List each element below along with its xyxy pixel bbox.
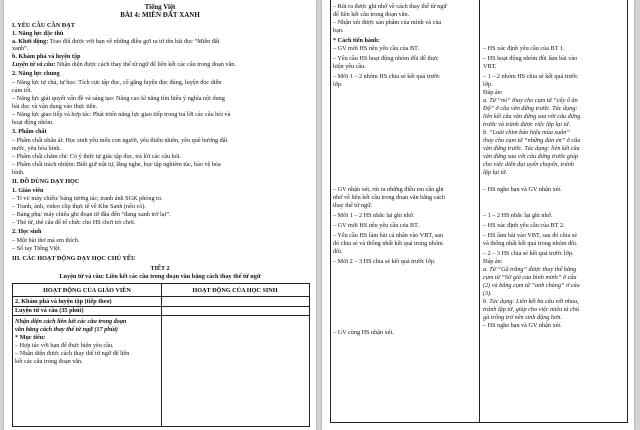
teacher-material-line: – Bảng phụ/ máy chiếu ghi đoạn từ đầu đến “đang xanh trở lại”.	[12, 211, 171, 218]
teacher-activity-line: để liên kết câu trong đoạn văn.	[333, 11, 410, 18]
competence-line: – Năng lực tự chủ, tự học: Tích cực tập đọc, cố gắng luyện đọc đúng, luyện đọc diễn	[12, 79, 222, 86]
teacher-activity-line: – GV mời HS nêu yêu cầu của BT.	[333, 45, 420, 52]
table-row-divider	[13, 315, 309, 316]
section1-b-heading: b. Khám phá và luyện tập	[12, 53, 81, 60]
student-activity-line: và thống nhất kết quả trong nhóm đôi.	[483, 240, 578, 247]
document-page-right	[322, 0, 634, 430]
teacher-activity-line: – Mời 1 – 2 HS nhắc lại ghi nhớ.	[333, 212, 415, 219]
teacher-activity-line: hiện yêu cầu.	[333, 63, 366, 70]
section2-1-heading: 1. Giáo viên	[12, 187, 44, 194]
activity-table-continued	[330, 0, 628, 423]
teacher-activity-line: bạn.	[333, 27, 344, 34]
table-row-vocab: Luyện từ và câu (35 phút)	[15, 307, 84, 314]
answer-line: b. Tác dụng: Liên kết ba câu với nhau,	[483, 298, 579, 305]
teacher-material-line: – Thẻ từ, thẻ câu để tổ chức cho HS chơi trò chơi.	[12, 219, 136, 226]
competence-line: – Năng lực giải quyết vấn đề và sáng tạo: Nâng cao kĩ năng tìm hiểu ý nghĩa nội dung	[12, 95, 225, 102]
competence-line: – Năng lực giao tiếp và hợp tác: Phát triển năng lực giao tiếp trong trả lời các câu hỏi và	[12, 111, 231, 118]
quality-line: – Phẩm chất chăm chỉ: Có ý thức tự giác tập đọc, trả lời các câu hỏi.	[12, 153, 182, 160]
teacher-activity-line: – GV nhận xét, rút ra những điều em cần ghi	[333, 186, 444, 193]
table-cell-line: – Nhận diện được cách thay thế từ ngữ để liên	[15, 350, 130, 357]
answer-line: tránh lặp từ, giúp cho việc miêu tả chú	[483, 306, 579, 313]
student-material-line: – Một bài thơ mà em thích.	[12, 237, 80, 244]
table-cell-line: * Mục tiêu:	[15, 334, 46, 341]
teacher-activity-line: – Yêu cầu HS hoạt động nhóm đôi để thực	[333, 55, 439, 62]
answer-line: b. “Loài chim báo hiệu mùa xuân”	[483, 129, 570, 136]
section1-a-text2: xanh”.	[12, 45, 29, 52]
teacher-activity-line: – Rút ra được ghi nhớ về cách thay thế từ ngữ	[333, 3, 447, 10]
teacher-activity-line: – Mời 2 – 3 HS chia sẻ kết quả trước lớp.	[333, 258, 436, 265]
section3-heading: III. CÁC HOẠT ĐỘNG DẠY HỌC CHỦ YẾU	[12, 255, 136, 262]
answer-label: Đáp án:	[483, 89, 503, 96]
teacher-activity-line: đôi.	[333, 248, 343, 255]
section1-a-text: Trao đổi được với bạn về những điều gợi ra từ tên bài đọc “Miền đất	[48, 38, 220, 45]
student-activity-line: lớp.	[483, 81, 493, 88]
answer-line: Độ” ở câu văn đứng trước. Tác dụng:	[483, 105, 578, 112]
section1-3-heading: 3. Phẩm chất	[12, 128, 47, 135]
section1-a-label: a. Khởi động:	[12, 38, 49, 45]
student-activity-line: – 1 – 2 HS nhắc lại ghi nhớ.	[483, 212, 553, 219]
answer-line: lặp lại từ.	[483, 169, 508, 176]
student-activity-line: – 2 – 3 HS chia sẻ kết quả trước lớp.	[483, 250, 574, 257]
student-activity-line: – HS nghe bạn và GV nhận xét.	[483, 322, 562, 329]
quality-line: nước, yêu hòa bình.	[12, 145, 62, 152]
section1-2-heading: 2. Năng lực chung	[12, 70, 60, 77]
table-cell-line: Nhận diện cách liên kết các câu trong đoạn	[15, 318, 127, 325]
competence-line: cảm tốt.	[12, 87, 32, 94]
teacher-activity-line: – GV mời HS nêu yêu cầu của BT.	[333, 222, 420, 229]
section2-heading: II. ĐỒ DÙNG DẠY HỌC	[12, 178, 80, 185]
answer-line: văn đứng sau với câu đứng trước giúp	[483, 153, 578, 160]
student-activity-line: – HS xác định yêu cầu của BT 1.	[483, 45, 565, 52]
teacher-activity-line: – GV cùng HS nhận xét.	[333, 329, 394, 336]
table-column-divider	[479, 0, 480, 422]
teacher-activity-line: nhớ về liên kết câu trong đoạn văn bằng cách	[333, 194, 446, 201]
section1-a-line	[12, 38, 219, 45]
student-activity-line: – HS xác định yêu cầu của BT 2.	[483, 222, 565, 229]
table-row-explore: 2. Khám phá và luyện tập (tiếp theo)	[15, 298, 112, 305]
answer-line: văn đứng trước. Tác dụng: liên kết câu	[483, 145, 580, 152]
teacher-material-line: – Ti vi/ máy chiếu/ bảng tương tác; tranh ảnh SGK phóng to.	[12, 195, 163, 202]
answer-line: a. Từ “Gã trắng” được thay thế bằng	[483, 266, 577, 273]
period-subtitle: Luyện từ và câu: Liên kết các câu trong đoạn văn bằng cách thay thế từ ngữ	[59, 273, 261, 280]
quality-line: – Phẩm chất nhân ái: Học sinh yêu mến con người, yêu thiên nhiên, yêu quê hương đất	[12, 137, 228, 144]
student-material-line: – Sổ tay Tiếng Việt.	[12, 245, 62, 252]
answer-line: (2) và bằng cụm từ “anh chàng” ở câu	[483, 282, 580, 289]
answer-line: thay cho cụm từ “những đàn én” ở câu	[483, 137, 581, 144]
student-activity-line: – 1 – 2 nhóm HS chia sẻ kết quả trước	[483, 73, 578, 80]
teacher-activity-line: thay thế từ ngữ.	[333, 202, 373, 209]
period-title: TIẾT 2	[150, 265, 170, 272]
document-page-left	[4, 0, 316, 430]
student-activity-line: – HS nghe bạn và GV nhận xét.	[483, 186, 562, 193]
table-header-teacher: HOẠT ĐỘNG CỦA GIÁO VIÊN	[43, 287, 131, 294]
answer-line: (3).	[483, 290, 492, 297]
student-activity-line: – HS làm bài vào VBT, sau đó chia sẻ	[483, 232, 577, 239]
table-cell-line: kết các câu trong đoạn văn.	[15, 358, 83, 365]
teacher-activity-line: đó chia sẻ và thống nhất kết quả trong nhóm	[333, 240, 443, 247]
teacher-activity-heading: * Cách tiến hành:	[333, 37, 380, 44]
teacher-activity-line: – Mời 1 – 2 nhóm HS chia sẻ kết quả trước	[333, 73, 440, 80]
answer-line: trước và tránh được việc lặp lại từ.	[483, 121, 571, 128]
section1-b-label: Luyện từ và câu:	[12, 61, 56, 68]
activity-table	[12, 283, 310, 427]
teacher-activity-line: – Nhận xét được sản phẩm của mình và của	[333, 19, 442, 26]
competence-line: hoạt động nhóm.	[12, 119, 54, 126]
answer-label: Đáp án:	[483, 258, 503, 265]
competence-line: bài đọc và vận dụng vào thực tiễn.	[12, 103, 98, 110]
section1-b-line	[12, 61, 236, 68]
quality-line: bình.	[12, 169, 25, 176]
quality-line: – Phẩm chất trách nhiệm: Biết giữ trật tự, lắng nghe, học tập nghiêm túc, bảo vệ hòa	[12, 161, 221, 168]
subject-title: Tiếng Việt	[144, 3, 176, 11]
teacher-material-line: – Tranh, ảnh, video clip thực tế về Khe Sanh (nếu có).	[12, 203, 146, 210]
table-header-student: HOẠT ĐỘNG CỦA HỌC SINH	[192, 287, 278, 294]
table-cell-line: – Hợp tác với bạn để thực hiện yêu cầu.	[15, 342, 114, 349]
student-activity-line: VBT.	[483, 63, 497, 70]
section1-heading: I. YÊU CẦU CẦN ĐẠT	[12, 22, 75, 29]
section2-2-heading: 2. Học sinh	[12, 228, 42, 235]
teacher-activity-line: lớp.	[333, 81, 343, 88]
answer-line: a. Từ “nó” thay cho cụm từ “cây ổ ăn	[483, 97, 578, 104]
answer-line: cho việc diễn đạt uyển chuyển, tránh	[483, 161, 574, 168]
answer-line: liên kết câu văn đứng sau với câu đứng	[483, 113, 581, 120]
answer-line: gà trống trở nên sinh động hơn.	[483, 314, 562, 321]
section1-1-heading: 1. Năng lực đặc thù	[12, 30, 64, 37]
teacher-activity-line: – Yêu cầu HS làm bài cá nhân vào VBT, sau	[333, 232, 444, 239]
section1-b-text: Nhận diện được cách thay thế từ ngữ để liên kết các câu trong đoạn văn.	[55, 61, 236, 68]
lesson-title: BÀI 4: MIỀN ĐẤT XANH	[120, 11, 200, 19]
student-activity-line: – HS hoạt động nhóm đôi làm bài vào	[483, 55, 578, 62]
table-row-divider	[13, 296, 309, 297]
table-cell-line: văn bằng cách thay thế từ ngữ (17 phút)	[15, 326, 118, 333]
answer-line: cụm từ “Sờ giá của bình minh” ở câu	[483, 274, 577, 281]
